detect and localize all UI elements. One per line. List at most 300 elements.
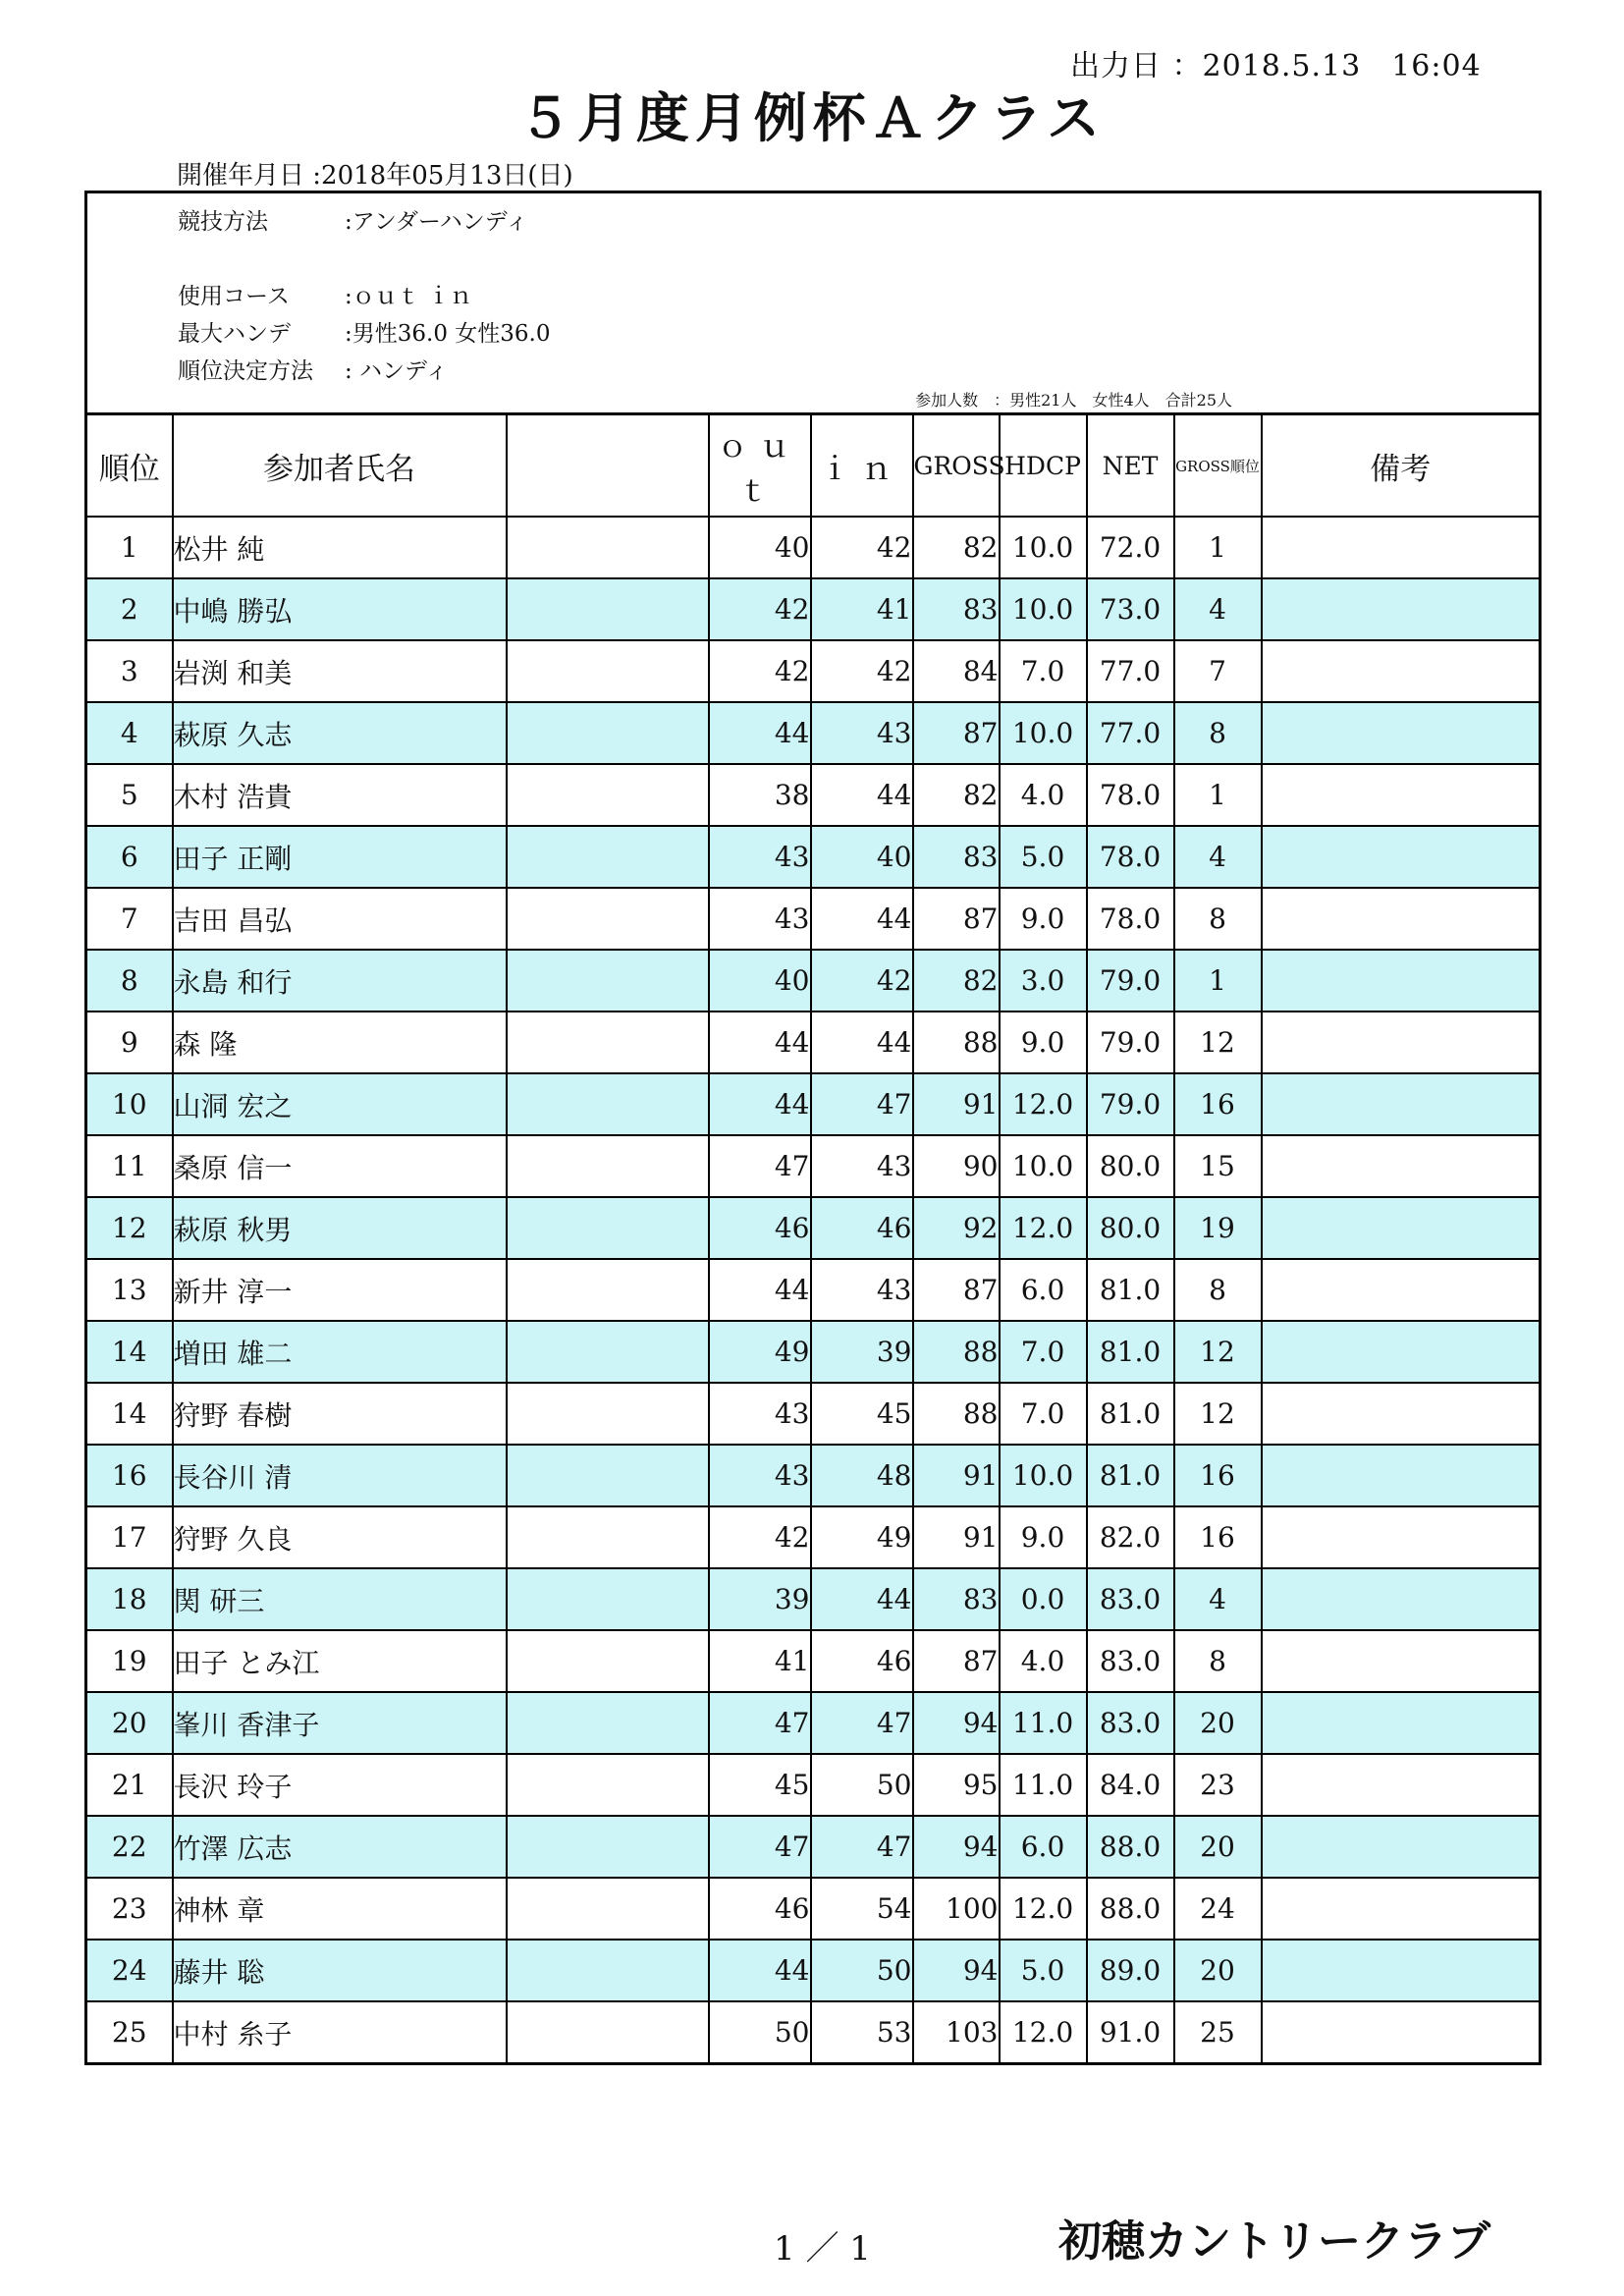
cell-hdcp: 12.0 — [1000, 1073, 1087, 1135]
info-ranking — [178, 353, 448, 385]
cell-hdcp: 10.0 — [1000, 1445, 1087, 1506]
cell-blank — [507, 764, 709, 826]
cell-blank — [507, 950, 709, 1011]
table-row — [86, 1445, 1541, 1506]
cell-name: 岩渕 和美 — [173, 640, 507, 702]
cell-net: 83.0 — [1087, 1568, 1174, 1630]
cell-net: 81.0 — [1087, 1383, 1174, 1445]
cell-note — [1262, 2001, 1541, 2064]
cell-out: 44 — [709, 1940, 811, 2001]
cell-gross: 82 — [913, 517, 1000, 578]
cell-net: 88.0 — [1087, 1878, 1174, 1940]
cell-blank — [507, 1568, 709, 1630]
cell-name: 関 研三 — [173, 1568, 507, 1630]
cell-out: 43 — [709, 826, 811, 888]
cell-gross-rank: 25 — [1174, 2001, 1262, 2064]
header-out: ｏｕｔ — [709, 414, 811, 518]
cell-in: 50 — [811, 1940, 913, 2001]
cell-in: 46 — [811, 1197, 913, 1259]
cell-out: 40 — [709, 517, 811, 578]
cell-name: 永島 和行 — [173, 950, 507, 1011]
cell-out: 38 — [709, 764, 811, 826]
cell-gross-rank: 16 — [1174, 1506, 1262, 1568]
header-blank — [507, 414, 709, 518]
table-row — [86, 1321, 1541, 1383]
cell-hdcp: 12.0 — [1000, 1878, 1087, 1940]
cell-rank: 10 — [86, 1073, 173, 1135]
cell-in: 42 — [811, 950, 913, 1011]
cell-out: 42 — [709, 578, 811, 640]
cell-rank: 5 — [86, 764, 173, 826]
cell-gross: 95 — [913, 1754, 1000, 1816]
cell-gross-rank: 15 — [1174, 1135, 1262, 1197]
cell-rank: 21 — [86, 1754, 173, 1816]
cell-net: 79.0 — [1087, 950, 1174, 1011]
cell-hdcp: 9.0 — [1000, 1011, 1087, 1073]
cell-gross-rank: 12 — [1174, 1011, 1262, 1073]
cell-name: 桑原 信一 — [173, 1135, 507, 1197]
cell-out: 41 — [709, 1630, 811, 1692]
cell-name: 竹澤 広志 — [173, 1816, 507, 1878]
cell-gross-rank: 12 — [1174, 1321, 1262, 1383]
cell-blank — [507, 826, 709, 888]
cell-note — [1262, 950, 1541, 1011]
cell-gross: 83 — [913, 578, 1000, 640]
cell-in: 49 — [811, 1506, 913, 1568]
cell-blank — [507, 1878, 709, 1940]
cell-note — [1262, 1321, 1541, 1383]
cell-hdcp: 9.0 — [1000, 888, 1087, 950]
cell-out: 45 — [709, 1754, 811, 1816]
cell-blank — [507, 1816, 709, 1878]
cell-note — [1262, 1816, 1541, 1878]
cell-rank: 2 — [86, 578, 173, 640]
cell-note — [1262, 1011, 1541, 1073]
cell-gross-rank: 20 — [1174, 1940, 1262, 2001]
results-table — [84, 412, 1542, 2065]
header-rank: 順位 — [86, 414, 173, 518]
cell-net: 77.0 — [1087, 640, 1174, 702]
cell-name: 萩原 久志 — [173, 702, 507, 764]
cell-note — [1262, 1445, 1541, 1506]
cell-name: 新井 淳一 — [173, 1259, 507, 1321]
table-row — [86, 1754, 1541, 1816]
cell-in: 43 — [811, 1135, 913, 1197]
cell-hdcp: 9.0 — [1000, 1506, 1087, 1568]
cell-hdcp: 4.0 — [1000, 764, 1087, 826]
cell-blank — [507, 640, 709, 702]
cell-gross: 94 — [913, 1816, 1000, 1878]
cell-net: 80.0 — [1087, 1197, 1174, 1259]
cell-in: 47 — [811, 1816, 913, 1878]
cell-rank: 4 — [86, 702, 173, 764]
cell-out: 49 — [709, 1321, 811, 1383]
cell-rank: 19 — [86, 1630, 173, 1692]
info-method — [178, 203, 528, 236]
table-row — [86, 517, 1541, 578]
cell-out: 40 — [709, 950, 811, 1011]
cell-gross: 87 — [913, 1630, 1000, 1692]
cell-hdcp: 5.0 — [1000, 826, 1087, 888]
cell-net: 81.0 — [1087, 1445, 1174, 1506]
cell-name: 萩原 秋男 — [173, 1197, 507, 1259]
cell-net: 72.0 — [1087, 517, 1174, 578]
page-number: 1 ／ 1 — [774, 2229, 871, 2269]
table-row — [86, 1383, 1541, 1445]
cell-net: 83.0 — [1087, 1692, 1174, 1754]
cell-gross: 83 — [913, 1568, 1000, 1630]
cell-gross-rank: 1 — [1174, 764, 1262, 826]
cell-note — [1262, 578, 1541, 640]
info-max-hdcp-value: :男性36.0 女性36.0 — [345, 321, 551, 347]
cell-blank — [507, 1383, 709, 1445]
cell-blank — [507, 1259, 709, 1321]
table-row — [86, 640, 1541, 702]
cell-net: 79.0 — [1087, 1011, 1174, 1073]
table-row — [86, 1506, 1541, 1568]
cell-name: 田子 正剛 — [173, 826, 507, 888]
cell-rank: 14 — [86, 1383, 173, 1445]
info-max-hdcp-label: 最大ハンデ — [178, 321, 291, 347]
page-title: ５月度月例杯Ａクラス — [517, 86, 1107, 149]
cell-blank — [507, 578, 709, 640]
cell-in: 45 — [811, 1383, 913, 1445]
cell-name: 中嶋 勝弘 — [173, 578, 507, 640]
output-date: 出力日 ：2018.5.13 16:04 — [1070, 49, 1482, 83]
cell-hdcp: 6.0 — [1000, 1816, 1087, 1878]
cell-rank: 24 — [86, 1940, 173, 2001]
cell-hdcp: 5.0 — [1000, 1940, 1087, 2001]
cell-rank: 7 — [86, 888, 173, 950]
table-row — [86, 2001, 1541, 2064]
cell-in: 47 — [811, 1692, 913, 1754]
cell-net: 82.0 — [1087, 1506, 1174, 1568]
cell-out: 44 — [709, 702, 811, 764]
cell-blank — [507, 1197, 709, 1259]
table-row — [86, 1692, 1541, 1754]
cell-net: 83.0 — [1087, 1630, 1174, 1692]
cell-gross: 91 — [913, 1073, 1000, 1135]
cell-note — [1262, 1692, 1541, 1754]
cell-note — [1262, 640, 1541, 702]
cell-note — [1262, 1073, 1541, 1135]
cell-in: 43 — [811, 1259, 913, 1321]
cell-note — [1262, 1940, 1541, 2001]
cell-net: 78.0 — [1087, 888, 1174, 950]
cell-name: 狩野 久良 — [173, 1506, 507, 1568]
cell-name: 山洞 宏之 — [173, 1073, 507, 1135]
competition-info-box — [84, 191, 1542, 412]
cell-hdcp: 10.0 — [1000, 578, 1087, 640]
cell-name: 木村 浩貴 — [173, 764, 507, 826]
info-course — [178, 278, 472, 310]
cell-rank: 14 — [86, 1321, 173, 1383]
info-method-value: :アンダーハンディ — [345, 209, 528, 235]
cell-blank — [507, 2001, 709, 2064]
cell-rank: 12 — [86, 1197, 173, 1259]
cell-rank: 18 — [86, 1568, 173, 1630]
cell-gross-rank: 12 — [1174, 1383, 1262, 1445]
cell-out: 47 — [709, 1135, 811, 1197]
cell-name: 増田 雄二 — [173, 1321, 507, 1383]
cell-note — [1262, 702, 1541, 764]
cell-out: 42 — [709, 1506, 811, 1568]
cell-net: 84.0 — [1087, 1754, 1174, 1816]
cell-out: 43 — [709, 1445, 811, 1506]
cell-note — [1262, 1259, 1541, 1321]
cell-blank — [507, 1321, 709, 1383]
cell-out: 39 — [709, 1568, 811, 1630]
info-ranking-value: : ハンディ — [345, 358, 449, 384]
cell-out: 50 — [709, 2001, 811, 2064]
table-row — [86, 702, 1541, 764]
cell-rank: 1 — [86, 517, 173, 578]
cell-net: 79.0 — [1087, 1073, 1174, 1135]
cell-out: 42 — [709, 640, 811, 702]
cell-blank — [507, 1630, 709, 1692]
cell-in: 44 — [811, 888, 913, 950]
table-row — [86, 888, 1541, 950]
cell-blank — [507, 1011, 709, 1073]
cell-in: 50 — [811, 1754, 913, 1816]
cell-note — [1262, 1568, 1541, 1630]
cell-gross: 91 — [913, 1506, 1000, 1568]
table-header-row — [86, 414, 1541, 518]
cell-note — [1262, 1878, 1541, 1940]
cell-name: 吉田 昌弘 — [173, 888, 507, 950]
header-in: ｉｎ — [811, 414, 913, 518]
cell-gross-rank: 23 — [1174, 1754, 1262, 1816]
cell-note — [1262, 1754, 1541, 1816]
cell-gross-rank: 1 — [1174, 950, 1262, 1011]
cell-hdcp: 3.0 — [1000, 950, 1087, 1011]
cell-hdcp: 7.0 — [1000, 640, 1087, 702]
cell-in: 41 — [811, 578, 913, 640]
cell-hdcp: 10.0 — [1000, 702, 1087, 764]
cell-note — [1262, 1506, 1541, 1568]
cell-blank — [507, 1754, 709, 1816]
cell-hdcp: 10.0 — [1000, 517, 1087, 578]
cell-in: 54 — [811, 1878, 913, 1940]
cell-blank — [507, 1940, 709, 2001]
cell-hdcp: 12.0 — [1000, 2001, 1087, 2064]
table-row — [86, 1011, 1541, 1073]
cell-blank — [507, 1445, 709, 1506]
cell-rank: 6 — [86, 826, 173, 888]
cell-gross: 94 — [913, 1692, 1000, 1754]
cell-rank: 3 — [86, 640, 173, 702]
table-row — [86, 1940, 1541, 2001]
cell-rank: 8 — [86, 950, 173, 1011]
cell-gross-rank: 16 — [1174, 1445, 1262, 1506]
cell-in: 40 — [811, 826, 913, 888]
info-course-label: 使用コース — [178, 284, 290, 309]
cell-gross: 90 — [913, 1135, 1000, 1197]
cell-gross: 87 — [913, 1259, 1000, 1321]
cell-gross: 87 — [913, 702, 1000, 764]
cell-net: 81.0 — [1087, 1259, 1174, 1321]
cell-in: 46 — [811, 1630, 913, 1692]
cell-in: 42 — [811, 517, 913, 578]
info-ranking-label: 順位決定方法 — [178, 358, 313, 384]
cell-out: 46 — [709, 1197, 811, 1259]
cell-note — [1262, 1630, 1541, 1692]
cell-gross-rank: 24 — [1174, 1878, 1262, 1940]
cell-in: 44 — [811, 764, 913, 826]
cell-gross: 100 — [913, 1878, 1000, 1940]
cell-in: 53 — [811, 2001, 913, 2064]
cell-rank: 23 — [86, 1878, 173, 1940]
cell-gross-rank: 8 — [1174, 702, 1262, 764]
held-date: 開催年月日 :2018年05月13日(日) — [177, 161, 573, 191]
cell-name: 森 隆 — [173, 1011, 507, 1073]
cell-hdcp: 10.0 — [1000, 1135, 1087, 1197]
cell-out: 44 — [709, 1259, 811, 1321]
cell-net: 81.0 — [1087, 1321, 1174, 1383]
cell-gross-rank: 16 — [1174, 1073, 1262, 1135]
cell-gross-rank: 1 — [1174, 517, 1262, 578]
participants-count: 参加人数 ：男性21人 女性4人 合計25人 — [915, 391, 1232, 410]
table-row — [86, 1135, 1541, 1197]
results-body — [86, 517, 1541, 2064]
cell-rank: 25 — [86, 2001, 173, 2064]
cell-name: 中村 糸子 — [173, 2001, 507, 2064]
info-max-hdcp — [178, 315, 550, 348]
cell-name: 狩野 春樹 — [173, 1383, 507, 1445]
cell-net: 88.0 — [1087, 1816, 1174, 1878]
cell-gross-rank: 20 — [1174, 1816, 1262, 1878]
cell-gross: 91 — [913, 1445, 1000, 1506]
cell-note — [1262, 826, 1541, 888]
cell-in: 44 — [811, 1568, 913, 1630]
cell-note — [1262, 764, 1541, 826]
cell-out: 47 — [709, 1816, 811, 1878]
cell-gross-rank: 7 — [1174, 640, 1262, 702]
cell-gross: 94 — [913, 1940, 1000, 2001]
cell-rank: 11 — [86, 1135, 173, 1197]
cell-gross: 87 — [913, 888, 1000, 950]
table-row — [86, 1816, 1541, 1878]
cell-gross: 88 — [913, 1011, 1000, 1073]
table-row — [86, 950, 1541, 1011]
cell-gross-rank: 4 — [1174, 578, 1262, 640]
cell-rank: 17 — [86, 1506, 173, 1568]
cell-gross: 83 — [913, 826, 1000, 888]
cell-hdcp: 11.0 — [1000, 1754, 1087, 1816]
cell-net: 78.0 — [1087, 764, 1174, 826]
cell-hdcp: 6.0 — [1000, 1259, 1087, 1321]
cell-hdcp: 11.0 — [1000, 1692, 1087, 1754]
cell-hdcp: 0.0 — [1000, 1568, 1087, 1630]
cell-gross-rank: 4 — [1174, 826, 1262, 888]
cell-note — [1262, 888, 1541, 950]
cell-rank: 22 — [86, 1816, 173, 1878]
cell-gross: 103 — [913, 2001, 1000, 2064]
cell-gross: 88 — [913, 1321, 1000, 1383]
cell-out: 44 — [709, 1073, 811, 1135]
cell-rank: 13 — [86, 1259, 173, 1321]
table-row — [86, 1259, 1541, 1321]
cell-rank: 9 — [86, 1011, 173, 1073]
table-row — [86, 1568, 1541, 1630]
table-row — [86, 1073, 1541, 1135]
cell-in: 47 — [811, 1073, 913, 1135]
cell-gross-rank: 8 — [1174, 1630, 1262, 1692]
cell-net: 73.0 — [1087, 578, 1174, 640]
cell-net: 91.0 — [1087, 2001, 1174, 2064]
table-row — [86, 826, 1541, 888]
table-row — [86, 578, 1541, 640]
cell-out: 46 — [709, 1878, 811, 1940]
cell-gross-rank: 20 — [1174, 1692, 1262, 1754]
cell-gross-rank: 8 — [1174, 888, 1262, 950]
cell-blank — [507, 888, 709, 950]
cell-rank: 16 — [86, 1445, 173, 1506]
header-gross: GROSS — [913, 414, 1000, 518]
table-row — [86, 1630, 1541, 1692]
cell-name: 峯川 香津子 — [173, 1692, 507, 1754]
table-row — [86, 764, 1541, 826]
cell-blank — [507, 1135, 709, 1197]
cell-gross: 84 — [913, 640, 1000, 702]
cell-rank: 20 — [86, 1692, 173, 1754]
cell-name: 神林 章 — [173, 1878, 507, 1940]
cell-gross-rank: 4 — [1174, 1568, 1262, 1630]
cell-note — [1262, 1197, 1541, 1259]
cell-name: 藤井 聡 — [173, 1940, 507, 2001]
cell-net: 77.0 — [1087, 702, 1174, 764]
cell-gross: 82 — [913, 764, 1000, 826]
cell-in: 42 — [811, 640, 913, 702]
table-row — [86, 1878, 1541, 1940]
cell-name: 長沢 玲子 — [173, 1754, 507, 1816]
cell-hdcp: 7.0 — [1000, 1383, 1087, 1445]
header-name: 参加者氏名 — [173, 414, 507, 518]
cell-note — [1262, 1383, 1541, 1445]
cell-net: 80.0 — [1087, 1135, 1174, 1197]
cell-in: 43 — [811, 702, 913, 764]
cell-gross: 88 — [913, 1383, 1000, 1445]
cell-in: 44 — [811, 1011, 913, 1073]
cell-blank — [507, 1073, 709, 1135]
cell-name: 松井 純 — [173, 517, 507, 578]
info-method-label: 競技方法 — [178, 209, 268, 235]
cell-blank — [507, 1692, 709, 1754]
cell-out: 47 — [709, 1692, 811, 1754]
cell-gross: 92 — [913, 1197, 1000, 1259]
cell-gross-rank: 8 — [1174, 1259, 1262, 1321]
cell-hdcp: 4.0 — [1000, 1630, 1087, 1692]
cell-blank — [507, 1506, 709, 1568]
cell-blank — [507, 702, 709, 764]
table-row — [86, 1197, 1541, 1259]
cell-out: 43 — [709, 1383, 811, 1445]
cell-note — [1262, 1135, 1541, 1197]
cell-gross-rank: 19 — [1174, 1197, 1262, 1259]
cell-in: 48 — [811, 1445, 913, 1506]
cell-out: 44 — [709, 1011, 811, 1073]
cell-net: 78.0 — [1087, 826, 1174, 888]
cell-out: 43 — [709, 888, 811, 950]
info-course-value: :ｏｕｔ ｉｎ — [345, 284, 473, 309]
cell-blank — [507, 517, 709, 578]
cell-hdcp: 12.0 — [1000, 1197, 1087, 1259]
cell-in: 39 — [811, 1321, 913, 1383]
cell-name: 田子 とみ江 — [173, 1630, 507, 1692]
header-gross-rank: GROSS順位 — [1174, 414, 1262, 518]
cell-name: 長谷川 清 — [173, 1445, 507, 1506]
header-hdcp: HDCP — [1000, 414, 1087, 518]
